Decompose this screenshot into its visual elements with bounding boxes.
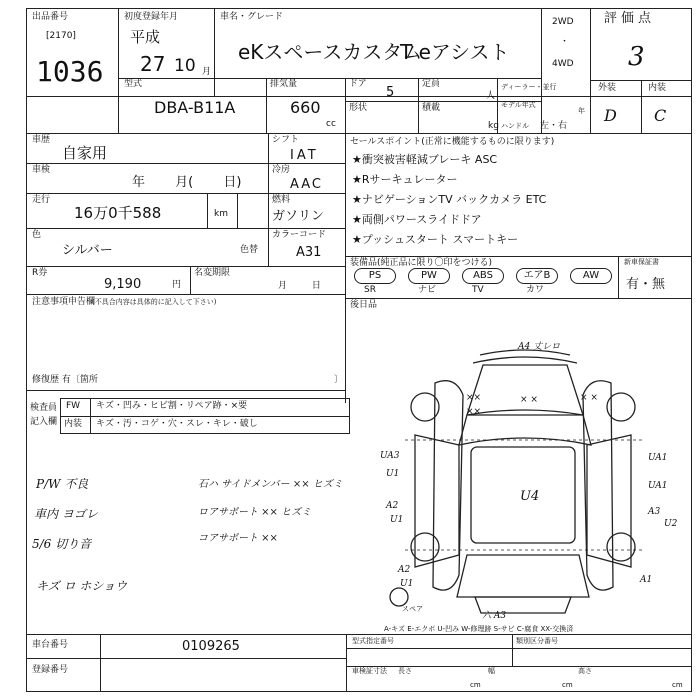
- mileage-unit: km: [214, 209, 228, 219]
- lot-number: 1036: [36, 55, 104, 88]
- mark-left-1b: U1: [386, 469, 400, 479]
- category-label: 類別区分番号: [516, 637, 558, 645]
- mark-xx-d: × ×: [580, 393, 598, 403]
- mark-right-3b: U2: [664, 519, 678, 529]
- mileage-label: 走行: [32, 195, 51, 205]
- length-unit: cm: [470, 681, 481, 689]
- repair-label: 修復歴 有〔箇所: [32, 375, 98, 385]
- color-code-value: A31: [296, 245, 322, 260]
- caution-label: 注意事項申告欄: [32, 297, 96, 307]
- displacement-label: 排気量: [270, 79, 298, 89]
- lot-label: 出品番号: [32, 12, 69, 22]
- warranty-label: 新車保証書: [624, 258, 659, 266]
- inspector-row2-head: 内装: [64, 419, 83, 429]
- color-label: 色: [32, 230, 42, 240]
- caution-sub: (不具合内容は具体的に記入して下さい): [92, 298, 217, 306]
- era: 平成: [130, 28, 161, 46]
- model-year-label: モデル年式: [501, 101, 536, 109]
- width-unit: cm: [562, 681, 573, 689]
- grade: T eアシスト: [400, 40, 510, 64]
- inspector-row2: キズ・汚・コゲ・穴・スレ・キレ・破し: [96, 419, 258, 429]
- mark-left-1: UA3: [380, 451, 400, 461]
- equipment-item: AW: [570, 268, 612, 284]
- warranty-value: 有・無: [626, 277, 666, 292]
- fuel-label: 燃料: [272, 195, 291, 205]
- spare-label: スペア: [402, 605, 423, 613]
- history-label: 車歴: [32, 135, 51, 145]
- mark-left-3: A2: [398, 565, 411, 575]
- selling-point-item: ★ナビゲーションTV バックカメラ ETC: [352, 193, 547, 206]
- damage-legend: A-キズ E-エクボ U-凹み W-修理跡 S-サビ C-腐食 XX-交換済: [384, 625, 574, 633]
- exterior-grade: D: [604, 106, 617, 125]
- mark-xx-c: × ×: [520, 395, 538, 405]
- handle-value: 左・右: [540, 121, 568, 131]
- equipment-item-sub: TV: [472, 285, 484, 295]
- dealer-label: ディーラー・並行: [501, 83, 557, 91]
- color-code-label: カラーコード: [272, 230, 327, 240]
- name-change-label: 名変期限: [194, 268, 231, 278]
- drive-2wd: 2WD: [552, 17, 574, 27]
- registration-label: 登録番号: [32, 665, 69, 675]
- displacement-unit: cc: [326, 119, 336, 129]
- mark-left-2: A2: [386, 501, 399, 511]
- note-left-3: 5/6 切り音: [32, 537, 92, 551]
- doors-value: 5: [386, 85, 395, 100]
- note-right-1: 石ハ サイドメンバー ×× ヒズミ: [198, 479, 343, 490]
- inspection-label: 車検: [32, 165, 51, 175]
- month-unit: 月: [202, 67, 212, 77]
- drive-dot: ・: [560, 37, 570, 47]
- selling-point-item: ★プッシュスタート スマートキー: [352, 233, 519, 246]
- inspection-value: 年 月( 日): [132, 175, 242, 190]
- lot-subnumber: [2170]: [46, 31, 76, 41]
- color-no-label: 色替: [240, 245, 259, 255]
- equipment-item: PW: [408, 268, 450, 284]
- mark-xx-b: ××: [466, 407, 482, 417]
- first-reg-label: 初度登録年月: [124, 12, 179, 22]
- fuel-value: ガソリン: [272, 209, 325, 224]
- model-year-unit: 年: [578, 107, 585, 115]
- recycle-label: R券: [32, 268, 48, 278]
- chassis-value: 0109265: [182, 639, 240, 654]
- exterior-label: 外装: [598, 83, 617, 93]
- note-left-1: P/W 不良: [36, 477, 89, 491]
- mark-right-1: UA1: [648, 453, 668, 463]
- reg-month: 10: [174, 56, 196, 76]
- height-unit: cm: [672, 681, 683, 689]
- interior-grade: C: [654, 106, 667, 125]
- interior-label: 内装: [648, 83, 667, 93]
- dimension-label: 車検証寸法: [352, 667, 387, 675]
- mileage-value: 16万0千588: [74, 204, 162, 222]
- model-label: 車名・グレード: [220, 12, 284, 22]
- equipment-item-sub: SR: [364, 285, 376, 295]
- selling-points-title: セールスポイント(正常に機能するものに限ります): [350, 137, 555, 147]
- inspector-row1: キズ・凹み・ヒビ割・リペア跡・×要: [96, 401, 248, 411]
- score-label: 評価点: [604, 11, 656, 26]
- mark-left-2b: U1: [390, 515, 404, 525]
- shift-label: シフト: [272, 135, 300, 145]
- equipment-item: PS: [354, 268, 396, 284]
- mark-center: U4: [520, 489, 540, 504]
- color-value: シルバー: [62, 243, 113, 258]
- mark-top: A4 丈レロ: [518, 342, 561, 352]
- recycle-unit: 円: [172, 280, 182, 290]
- load-label: 積載: [422, 103, 441, 113]
- mark-right-3: A3: [648, 507, 661, 517]
- capacity-unit: 人: [486, 91, 496, 101]
- shift-value: IAT: [290, 148, 319, 163]
- mark-right-4: A1: [640, 575, 653, 585]
- note-left-4: キズ ロ ホショウ: [36, 579, 128, 593]
- load-unit: kg: [488, 121, 499, 131]
- cert-label: 型式指定番号: [352, 637, 394, 645]
- mark-xx-a: ××: [466, 393, 482, 403]
- selling-point-item: ★Rサーキュレーター: [352, 173, 458, 186]
- equipment-title: 装備品(純正品に限り〇印をつける): [350, 258, 493, 268]
- repair-end: 〕: [334, 375, 344, 385]
- mark-bottom: 六 A3: [482, 611, 507, 621]
- mark-left-3b: U1: [400, 579, 414, 589]
- equipment-item: ABS: [462, 268, 504, 284]
- history-value: 自家用: [62, 144, 108, 162]
- drive-4wd: 4WD: [552, 59, 574, 69]
- handle-label: ハンドル: [501, 122, 529, 130]
- height-label: 高さ: [578, 667, 592, 675]
- rear-items-label: 後日品: [350, 300, 378, 310]
- score-value: 3: [628, 42, 645, 72]
- equipment-item-sub: ナビ: [418, 285, 437, 295]
- reg-year: 27: [140, 52, 166, 76]
- type-value: DBA-B11A: [154, 98, 236, 117]
- width-label: 幅: [488, 667, 495, 675]
- equipment-item-sub: カワ: [526, 285, 545, 295]
- ac-label: 冷房: [272, 165, 291, 175]
- shape-label: 形状: [349, 103, 368, 113]
- inspector-label: 検査員: [30, 403, 58, 413]
- note-left-2: 車内 ヨゴレ: [34, 507, 98, 521]
- inspector-row1-head: FW: [66, 401, 81, 411]
- model-name: eKスペースカスタム: [238, 40, 423, 64]
- note-right-3: コアサポート ××: [198, 533, 278, 544]
- chassis-label: 車台番号: [32, 640, 69, 650]
- length-label: 長さ: [398, 667, 412, 675]
- note-right-2: ロアサポート ×× ヒズミ: [198, 507, 312, 518]
- entry-label: 記入欄: [30, 417, 58, 427]
- mark-right-2: UA1: [648, 481, 668, 491]
- name-change-value: 月 日: [278, 281, 321, 291]
- capacity-label: 定員: [422, 79, 441, 89]
- ac-value: AAC: [290, 177, 323, 192]
- selling-point-item: ★両側パワースライドドア: [352, 213, 482, 226]
- selling-point-item: ★衝突被害軽減ブレーキ ASC: [352, 153, 498, 166]
- doors-label: ドア: [349, 79, 367, 89]
- type-label: 型式: [124, 79, 143, 89]
- recycle-value: 9,190: [104, 277, 142, 292]
- displacement-value: 660: [290, 98, 321, 117]
- equipment-item: エアB: [516, 268, 558, 284]
